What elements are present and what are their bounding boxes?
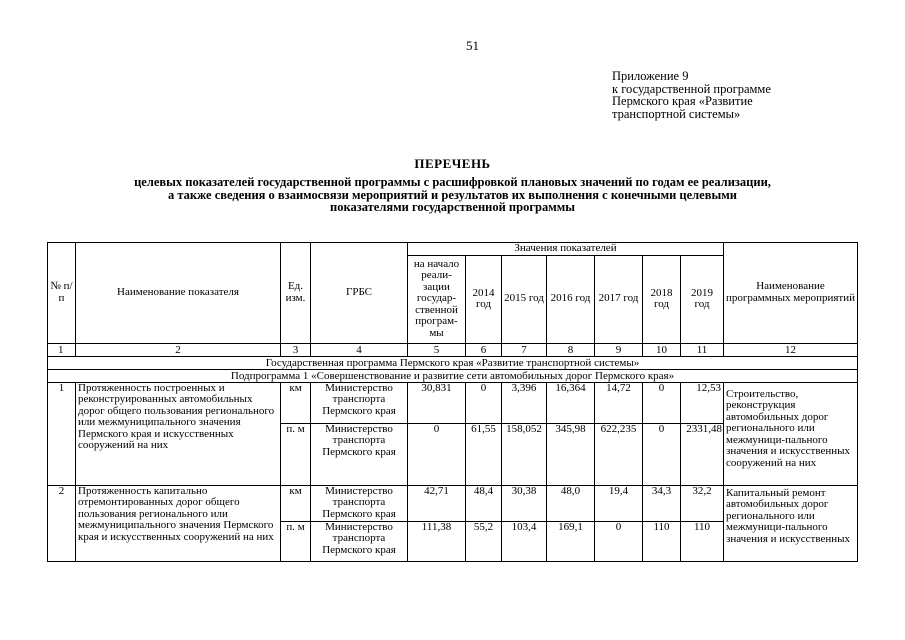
table-row (48, 382, 858, 423)
header-2017: 2017 год (595, 255, 643, 343)
appendix-line: к государственной программе (612, 81, 771, 96)
value-2019: 2331,48 (681, 423, 724, 485)
program-events: Строительство, реконструкция автомобильных дорог регионального или межмуници-пального значения и искусственных сооружений на них (724, 382, 858, 485)
program-events: Капитальный ремонт автомобильных дорог регионального или межмуници-пального значения и искусственных (724, 485, 858, 561)
value-2017: 14,72 (595, 382, 643, 423)
col-number: 3 (281, 343, 311, 356)
header-unit: Ед. изм. (281, 243, 311, 344)
value-2019: 110 (681, 521, 724, 561)
value-2018: 34,3 (643, 485, 681, 521)
col-number: 8 (547, 343, 595, 356)
indicator-name: Протяженность капитально отремонтированных дорог общего пользования регионального или межмуниципального значения Пермского края и искусственных сооружений на них (76, 485, 281, 561)
value-2014: 0 (466, 382, 502, 423)
value-2019: 12,53 (681, 382, 724, 423)
value-2017: 0 (595, 521, 643, 561)
value-2016: 345,98 (547, 423, 595, 485)
value-2015: 158,052 (502, 423, 547, 485)
value-2018: 0 (643, 423, 681, 485)
col-number: 5 (408, 343, 466, 356)
value-2017: 622,235 (595, 423, 643, 485)
value-2018: 110 (643, 521, 681, 561)
value-2015: 30,38 (502, 485, 547, 521)
value-2016: 16,364 (547, 382, 595, 423)
value-2014: 61,55 (466, 423, 502, 485)
document-subtitle (0, 176, 905, 214)
row-num: 1 (48, 382, 76, 485)
document-title: ПЕРЕЧЕНЬ (414, 156, 491, 171)
unit: п. м (281, 423, 311, 485)
value-2015: 3,396 (502, 382, 547, 423)
value-2014: 55,2 (466, 521, 502, 561)
grbs: Министерство транспорта Пермского края (311, 382, 408, 423)
grbs: Министерство транспорта Пермского края (311, 521, 408, 561)
value-2014: 48,4 (466, 485, 502, 521)
header-num: № п/п (48, 243, 76, 344)
value-start: 42,71 (408, 485, 466, 521)
indicator-name: Протяженность построенных и реконструированных автомобильных дорог общего пользования регионального или межмуниципального значения Пермского края и искусственных сооружений на них (76, 382, 281, 485)
header-grbs: ГРБС (311, 243, 408, 344)
appendix-line: транспортной системы» (612, 106, 741, 121)
subtitle-line: показателями государственной программы (330, 200, 575, 214)
col-number: 11 (681, 343, 724, 356)
col-number: 1 (48, 343, 76, 356)
value-2017: 19,4 (595, 485, 643, 521)
subprogram-row (48, 369, 858, 382)
value-2016: 169,1 (547, 521, 595, 561)
table-row (48, 485, 858, 521)
appendix-line: Пермского края «Развитие (612, 94, 753, 108)
col-number: 10 (643, 343, 681, 356)
header-values-group: Значения показателей (408, 243, 724, 256)
value-2018: 0 (643, 382, 681, 423)
value-start: 0 (408, 423, 466, 485)
col-number: 4 (311, 343, 408, 356)
header-start: на начало реали-зации государ-ственной програм-мы (408, 255, 466, 343)
header-events: Наименование программных мероприятий (724, 243, 858, 344)
grbs: Министерство транспорта Пермского края (311, 423, 408, 485)
col-number: 7 (502, 343, 547, 356)
value-start: 111,38 (408, 521, 466, 561)
unit: п. м (281, 521, 311, 561)
appendix-line: Приложение 9 (612, 69, 689, 83)
value-2019: 32,2 (681, 485, 724, 521)
header-2014: 2014 год (466, 255, 502, 343)
header-2018: 2018 год (643, 255, 681, 343)
header-2016: 2016 год (547, 255, 595, 343)
appendix-note (612, 70, 771, 120)
col-number: 12 (724, 343, 858, 356)
header-name: Наименование показателя (76, 243, 281, 344)
subtitle-line: а также сведения о взаимосвязи мероприятий и результатов их выполнения с конечными целевыми (168, 187, 737, 202)
unit: км (281, 382, 311, 423)
col-number: 6 (466, 343, 502, 356)
col-number: 2 (76, 343, 281, 356)
value-2016: 48,0 (547, 485, 595, 521)
row-num: 2 (48, 485, 76, 561)
unit: км (281, 485, 311, 521)
header-2015: 2015 год (502, 255, 547, 343)
value-start: 30,831 (408, 382, 466, 423)
subtitle-line: целевых показателей государственной программы с расшифровкой плановых значений по годам ее реализации, (134, 175, 771, 189)
program-row (48, 356, 858, 369)
value-2015: 103,4 (502, 521, 547, 561)
page-number: 51 (466, 38, 479, 53)
header-2019: 2019 год (681, 255, 724, 343)
indicators-table (47, 242, 858, 562)
grbs: Министерство транспорта Пермского края (311, 485, 408, 521)
subprogram-title: Подпрограмма 1 «Совершенствование и развитие сети автомобильных дорог Пермского края» (48, 369, 858, 382)
col-number: 9 (595, 343, 643, 356)
program-title: Государственная программа Пермского края «Развитие транспортной системы» (48, 356, 858, 369)
column-number-row (48, 343, 858, 356)
